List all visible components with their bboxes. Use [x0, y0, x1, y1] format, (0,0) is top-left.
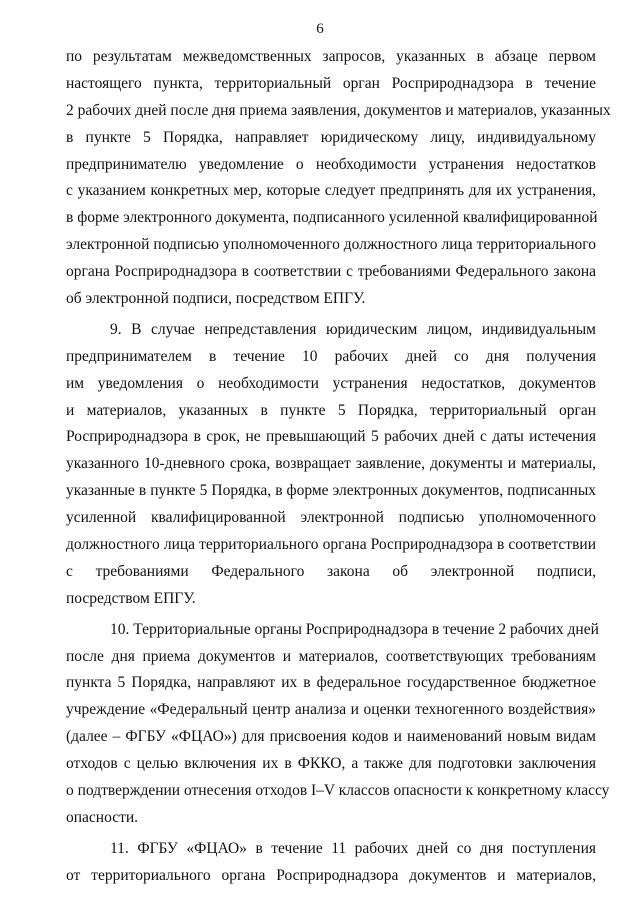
text-line: настоящего пункта, территориальный орган Росприроднадзора в течение [66, 74, 596, 92]
text-line: с требованиями Федерального закона об электронной подписи, [66, 562, 596, 580]
text-line: им уведомления о необходимости устранения недостатков, документов [66, 374, 596, 392]
text-line: об электронной подписи, посредством ЕПГУ. [66, 290, 366, 308]
text-line: учреждение «Федеральный центр анализа и оценки техногенного воздействия» [66, 701, 596, 719]
paragraph-continuation [66, 44, 611, 313]
text-line: отходов с целью включения их в ФККО, а также для подготовки заключения [66, 755, 596, 773]
text-line: Росприроднадзора в срок, не превышающий 5 рабочих дней с даты истечения [66, 428, 596, 446]
text-line: усиленной квалифицированной электронной подписью уполномоченного [66, 509, 596, 527]
text-line: 2 рабочих дней после дня приема заявления, документов и материалов, указанных [66, 101, 611, 119]
paragraph-item-10 [66, 617, 610, 832]
text-line: посредством ЕПГУ. [66, 589, 196, 607]
paragraph-item-9 [66, 317, 596, 613]
text-line: предпринимателем в течение 10 рабочих дней со дня получения [66, 347, 596, 365]
text-line: опасности. [66, 808, 139, 826]
text-line: от территориального органа Росприроднадзора документов и материалов, [66, 866, 596, 884]
text-line: по результатам межведомственных запросов, указанных в абзаце первом [66, 48, 596, 65]
text-line: электронной подписью уполномоченного должностного лица территориального [66, 236, 596, 254]
text-line: в форме электронного документа, подписанного усиленной квалифицированной [66, 209, 598, 227]
text-line: с указанием конкретных мер, которые следует предпринять для их устранения, [66, 182, 596, 200]
text-line: должностного лица территориального органа Росприроднадзора в соответствии [66, 536, 596, 554]
text-line: 9. В случае непредставления юридическим лицом, индивидуальным [110, 320, 596, 338]
page-number: 6 [316, 21, 324, 37]
text-line: указанные в пункте 5 Порядка, в форме электронных документов, подписанных [66, 482, 596, 500]
text-line: в пункте 5 Порядка, направляет юридическому лицу, индивидуальному [66, 128, 596, 146]
text-line: 10. Территориальные органы Росприроднадзора в течение 2 рабочих дней [110, 620, 599, 638]
text-line: о подтверждении отнесения отходов I–V классов опасности к конкретному классу [66, 782, 610, 800]
text-line: указанного 10-дневного срока, возвращает заявление, документы и материалы, [66, 455, 596, 473]
text-line: пункта 5 Порядка, направляют их в федеральное государственное бюджетное [66, 674, 596, 692]
text-line: органа Росприроднадзора в соответствии с требованиями Федерального закона [66, 263, 596, 281]
document-body [66, 44, 611, 890]
text-line: после дня приема документов и материалов, соответствующих требованиям [66, 647, 596, 665]
text-line: (далее – ФГБУ «ФЦАО») для присвоения кодов и наименований новым видам [66, 728, 596, 746]
text-line: 11. ФГБУ «ФЦАО» в течение 11 рабочих дней со дня поступления [110, 839, 596, 857]
text-line: и материалов, указанных в пункте 5 Порядка, территориальный орган [66, 401, 596, 419]
paragraph-item-11 [66, 836, 596, 890]
text-line: предпринимателю уведомление о необходимости устранения недостатков [66, 155, 596, 173]
